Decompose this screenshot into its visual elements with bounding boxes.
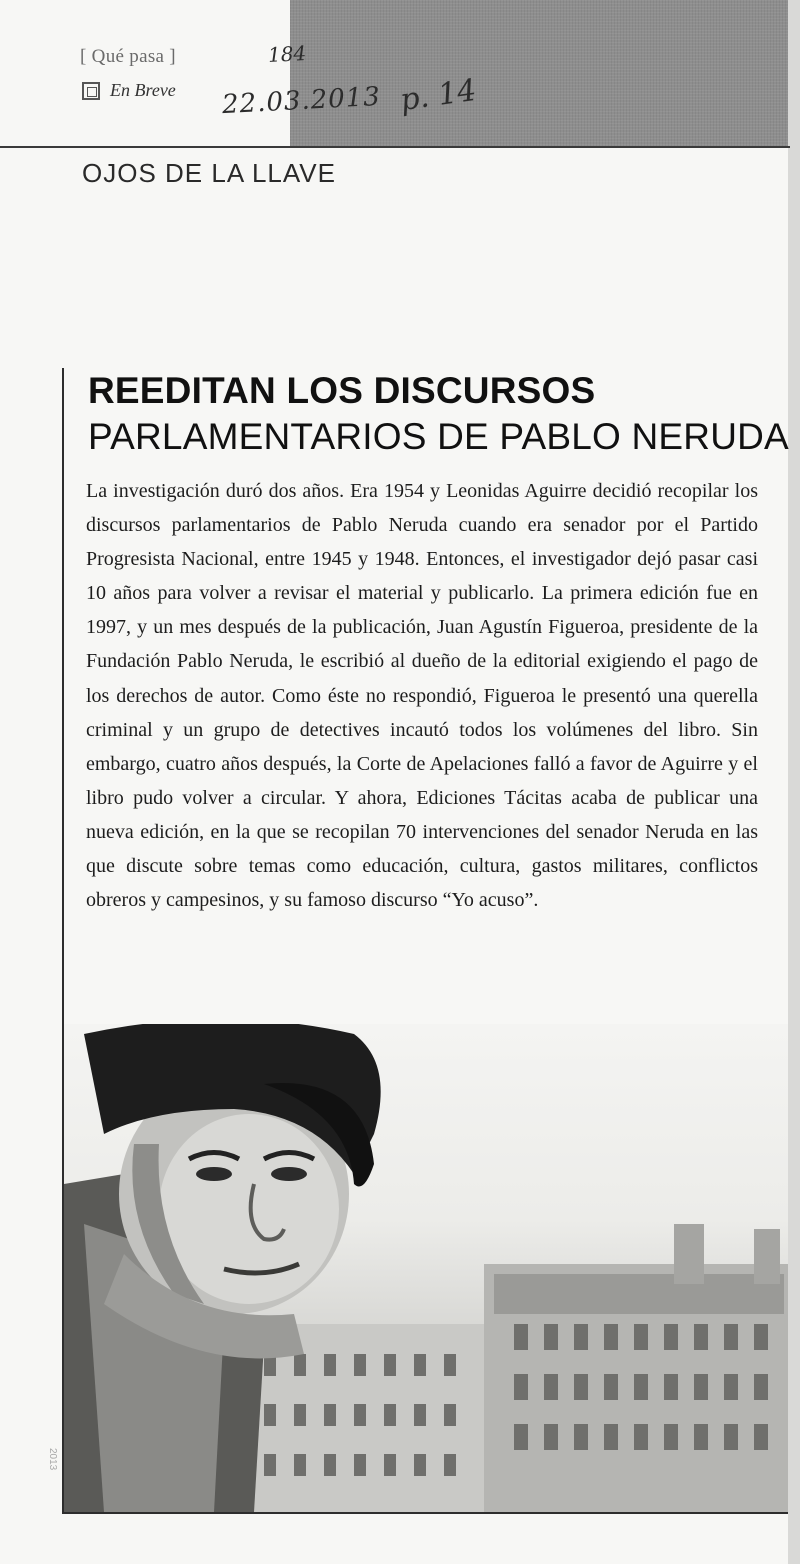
section-tag: [ Qué pasa ] xyxy=(80,46,176,67)
neruda-photo xyxy=(64,1024,788,1512)
handwritten-page: p. 14 xyxy=(397,72,479,119)
photo-illustration xyxy=(64,1024,788,1512)
gray-print-block xyxy=(290,0,790,148)
handwritten-date: 22.03.2013 xyxy=(221,81,382,121)
column-name: OJOS DE LA LLAVE xyxy=(82,158,336,188)
brief-row xyxy=(82,80,176,101)
article-bottom-rule xyxy=(62,1512,788,1514)
headline-line-2: PARLAMENTARIOS DE PABLO NERUDA xyxy=(88,416,789,457)
page-edge-shadow xyxy=(788,0,800,1564)
brief-label: En Breve xyxy=(110,80,176,100)
handwritten-number: 184 xyxy=(267,41,307,67)
brief-box-icon xyxy=(82,82,100,100)
side-stamp: 2013 xyxy=(47,1448,58,1471)
headline-line-1: REEDITAN LOS DISCURSOS xyxy=(88,370,596,411)
header-rule xyxy=(0,146,790,148)
article-body: La investigación duró dos años. Era 1954 y Leonidas Aguirre decidió recopilar los discursos parlamentarios de Pablo Neruda cuando era senador por el Partido Progresista Nacional, entre 1945 y 1948. Entonces, el investigador dejó pasar casi 10 años para volver a revisar el material y publicarlo. La primera edición fue en 1997, y un mes después de la publicación, Juan Agustín Figueroa, presidente de la Fundación Pablo Neruda, le escribió al dueño de la editorial exigiendo el pago de los derechos de autor. Como éste no respondió, Figueroa le presentó una querella criminal y un grupo de detectives incautó todos los volúmenes del libro. Sin embargo, cuatro años después, la Corte de Apelaciones falló a favor de Aguirre y el libro pudo volver a circular. Y ahora, Ediciones Tácitas acaba de publicar una nueva edición, en la que se recopilan 70 intervenciones del senador Neruda en las que discute sobre temas como educación, cultura, gastos militares, conflictos obreros y campesinos, y su famoso discurso “Yo acuso”. xyxy=(86,480,758,912)
